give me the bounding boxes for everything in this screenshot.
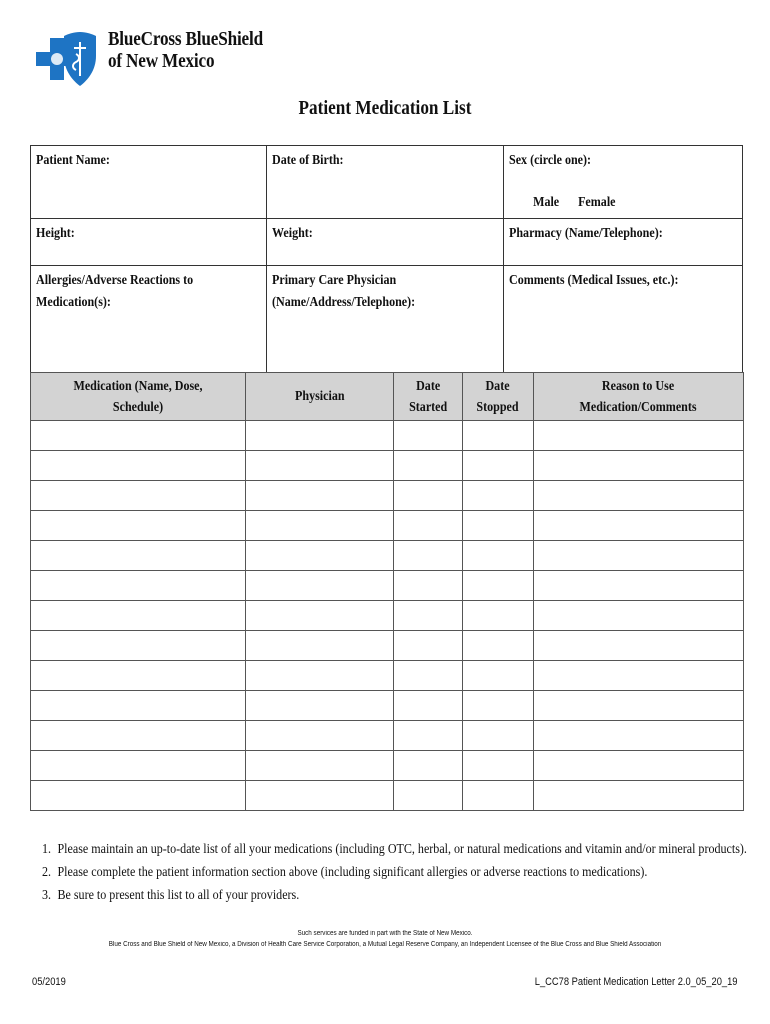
reason-cell[interactable] (534, 661, 744, 691)
physician-cell[interactable] (246, 721, 394, 751)
date-started-cell[interactable] (394, 601, 463, 631)
col-reason-header: Reason to Use Medication/Comments (534, 373, 744, 421)
allergies-field[interactable] (31, 266, 267, 382)
date-started-cell[interactable] (394, 781, 463, 811)
allergies-label: Allergies/Adverse Reactions to Medication(s): (36, 273, 194, 310)
physician-cell[interactable] (246, 781, 394, 811)
instruction-item: 1. Please maintain an up-to-date list of all your medications (including OTC, herbal, or natural medications and vitamin and/or mineral products). (42, 842, 747, 857)
table-row (31, 691, 744, 721)
weight-field[interactable] (267, 219, 504, 266)
reason-cell[interactable] (534, 691, 744, 721)
height-field[interactable] (31, 219, 267, 266)
medication-cell[interactable] (31, 571, 246, 601)
date-stopped-cell[interactable] (463, 541, 534, 571)
form-code: L_CC78 Patient Medication Letter 2.0_05_20_19 (535, 976, 738, 988)
physician-cell[interactable] (246, 601, 394, 631)
table-row (31, 631, 744, 661)
form-date: 05/2019 (32, 976, 66, 988)
physician-cell[interactable] (246, 751, 394, 781)
medication-cell[interactable] (31, 781, 246, 811)
date-stopped-cell[interactable] (463, 421, 534, 451)
table-row (31, 781, 744, 811)
comments-label: Comments (Medical Issues, etc.): (509, 273, 679, 288)
patient-name-label: Patient Name: (36, 153, 110, 168)
col-physician-header: Physician (246, 373, 394, 421)
dob-field[interactable] (267, 146, 504, 219)
reason-cell[interactable] (534, 511, 744, 541)
date-stopped-cell[interactable] (463, 631, 534, 661)
physician-cell[interactable] (246, 421, 394, 451)
date-stopped-cell[interactable] (463, 601, 534, 631)
date-stopped-cell[interactable] (463, 661, 534, 691)
bcbs-logo (34, 26, 264, 96)
date-started-cell[interactable] (394, 571, 463, 601)
patient-name-field[interactable] (31, 146, 267, 219)
physician-cell[interactable] (246, 631, 394, 661)
medication-cell[interactable] (31, 691, 246, 721)
height-label: Height: (36, 226, 75, 241)
date-started-cell[interactable] (394, 751, 463, 781)
sex-field[interactable] (504, 146, 743, 219)
reason-cell[interactable] (534, 481, 744, 511)
cross-shield-icon (34, 30, 100, 92)
reason-cell[interactable] (534, 541, 744, 571)
date-started-cell[interactable] (394, 691, 463, 721)
date-started-cell[interactable] (394, 721, 463, 751)
date-stopped-cell[interactable] (463, 721, 534, 751)
medication-cell[interactable] (31, 511, 246, 541)
table-row (31, 721, 744, 751)
medication-cell[interactable] (31, 451, 246, 481)
medication-cell[interactable] (31, 751, 246, 781)
date-stopped-cell[interactable] (463, 451, 534, 481)
physician-cell[interactable] (246, 481, 394, 511)
weight-label: Weight: (272, 226, 313, 241)
medication-cell[interactable] (31, 421, 246, 451)
patient-info-table (30, 145, 743, 382)
medication-cell[interactable] (31, 541, 246, 571)
medication-cell[interactable] (31, 601, 246, 631)
medication-cell[interactable] (31, 631, 246, 661)
pharmacy-label: Pharmacy (Name/Telephone): (509, 226, 663, 241)
date-stopped-cell[interactable] (463, 511, 534, 541)
table-row (31, 511, 744, 541)
reason-cell[interactable] (534, 451, 744, 481)
pcp-label: Primary Care Physician (Name/Address/Telephone): (272, 273, 416, 310)
reason-cell[interactable] (534, 781, 744, 811)
reason-cell[interactable] (534, 721, 744, 751)
table-row (31, 421, 744, 451)
sex-option-female[interactable]: Female (578, 195, 616, 210)
date-stopped-cell[interactable] (463, 781, 534, 811)
date-started-cell[interactable] (394, 541, 463, 571)
legal-note: Blue Cross and Blue Shield of New Mexico, a Division of Health Care Service Corporation, a Mutual Legal Reserve Company, an Independent Licensee of the Blue Cross and Blue Shield Association (108, 941, 662, 948)
col-date-stopped-header: Date Stopped (463, 373, 534, 421)
physician-cell[interactable] (246, 691, 394, 721)
physician-cell[interactable] (246, 511, 394, 541)
table-row (31, 481, 744, 511)
date-stopped-cell[interactable] (463, 691, 534, 721)
reason-cell[interactable] (534, 421, 744, 451)
medication-cell[interactable] (31, 661, 246, 691)
physician-cell[interactable] (246, 451, 394, 481)
table-row (31, 541, 744, 571)
date-started-cell[interactable] (394, 511, 463, 541)
sex-option-male[interactable]: Male (533, 195, 560, 210)
col-medication-header: Medication (Name, Dose, Schedule) (31, 373, 246, 421)
physician-cell[interactable] (246, 541, 394, 571)
reason-cell[interactable] (534, 601, 744, 631)
date-stopped-cell[interactable] (463, 751, 534, 781)
table-row (31, 601, 744, 631)
col-date-started-header: Date Started (394, 373, 463, 421)
brand-line-2: of New Mexico (108, 51, 215, 72)
pharmacy-field[interactable] (504, 219, 743, 266)
reason-cell[interactable] (534, 631, 744, 661)
date-started-cell[interactable] (394, 661, 463, 691)
physician-cell[interactable] (246, 661, 394, 691)
medication-cell[interactable] (31, 481, 246, 511)
table-row (31, 451, 744, 481)
comments-field[interactable] (504, 266, 743, 382)
instructions-list (42, 838, 770, 907)
physician-cell[interactable] (246, 571, 394, 601)
date-stopped-cell[interactable] (463, 571, 534, 601)
instruction-item: 3. Be sure to present this list to all of your providers. (42, 888, 300, 903)
reason-cell[interactable] (534, 751, 744, 781)
medication-table (30, 372, 744, 811)
brand-line-1: BlueCross BlueShield (108, 29, 263, 50)
instruction-item: 2. Please complete the patient information section above (including significant allergies or adverse reactions to medications). (42, 865, 648, 880)
date-stopped-cell[interactable] (463, 481, 534, 511)
pcp-field[interactable] (267, 266, 504, 382)
page-title: Patient Medication List (298, 97, 472, 119)
date-started-cell[interactable] (394, 421, 463, 451)
date-started-cell[interactable] (394, 631, 463, 661)
date-started-cell[interactable] (394, 451, 463, 481)
dob-label: Date of Birth: (272, 153, 344, 168)
funding-note: Such services are funded in part with the State of New Mexico. (297, 930, 473, 937)
table-row (31, 751, 744, 781)
table-row (31, 661, 744, 691)
sex-label: Sex (circle one): (509, 153, 592, 168)
table-row (31, 571, 744, 601)
date-started-cell[interactable] (394, 481, 463, 511)
reason-cell[interactable] (534, 571, 744, 601)
medication-cell[interactable] (31, 721, 246, 751)
